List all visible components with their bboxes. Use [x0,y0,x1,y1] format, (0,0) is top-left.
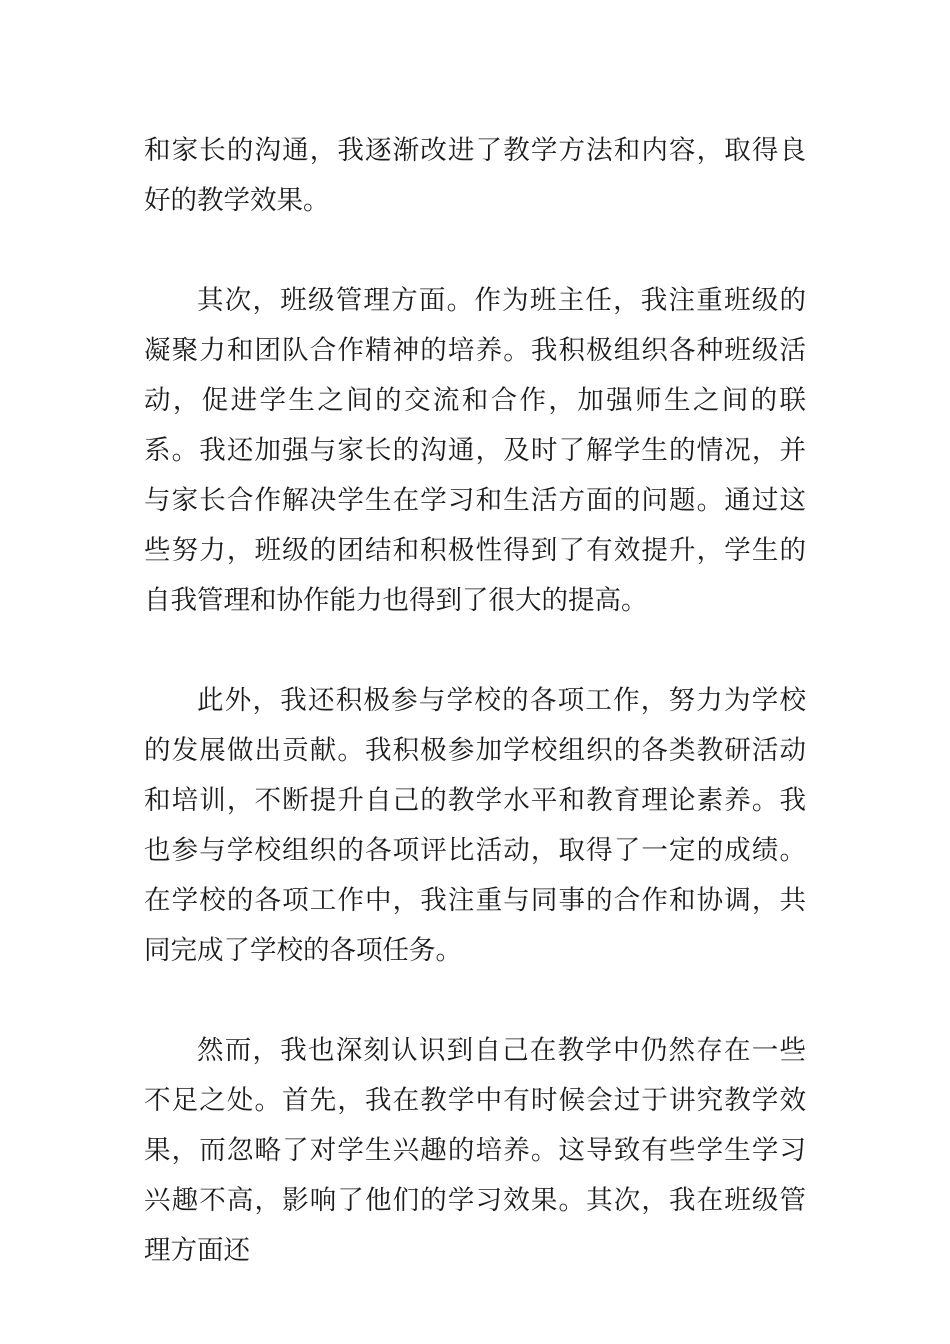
document-body [144,126,806,1276]
paragraph-class-management: 其次，班级管理方面。作为班主任，我注重班级的凝聚力和团队合作精神的培养。我积极组织各种班级活动，促进学生之间的交流和合作，加强师生之间的联系。我还加强与家长的沟通，及时了解学生的情况，并与家长合作解决学生在学习和生活方面的问题。通过这些努力，班级的团结和积极性得到了有效提升，学生的自我管理和协作能力也得到了很大的提高。 [144,285,806,616]
paragraph-continuation: 和家长的沟通，我逐渐改进了教学方法和内容，取得良好的教学效果。 [144,135,806,216]
paragraph-shortcomings: 然而，我也深刻认识到自己在教学中仍然存在一些不足之处。首先，我在教学中有时候会过于讲究教学效果，而忽略了对学生兴趣的培养。这导致有些学生学习兴趣不高，影响了他们的学习效果。其次，我在班级管理方面还 [144,1035,806,1266]
paragraph-school-work: 此外，我还积极参与学校的各项工作，努力为学校的发展做出贡献。我积极参加学校组织的各类教研活动和培训，不断提升自己的教学水平和教育理论素养。我也参与学校组织的各项评比活动，取得了一定的成绩。在学校的各项工作中，我注重与同事的合作和协调，共同完成了学校的各项任务。 [144,685,806,966]
